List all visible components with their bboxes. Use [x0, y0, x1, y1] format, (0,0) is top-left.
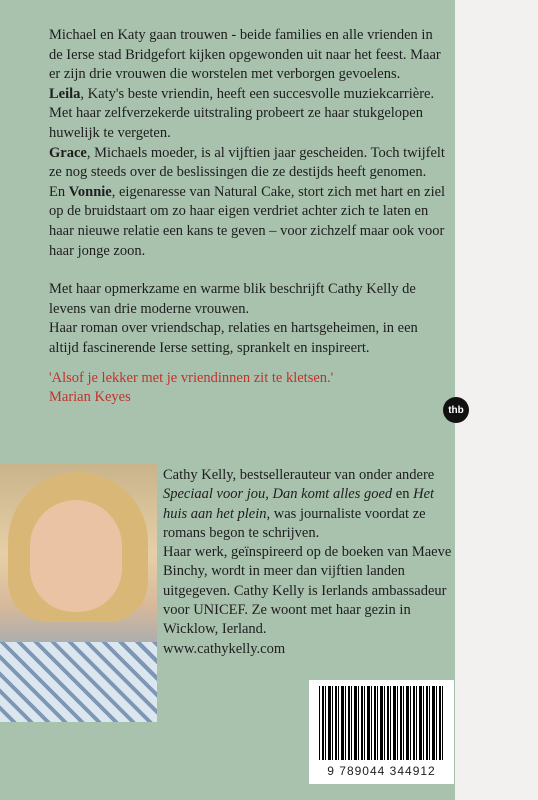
vonnie-prefix: En [49, 183, 69, 200]
review-quote: 'Alsof je lekker met je vriendinnen zit te kletsen.' [49, 369, 334, 386]
author-photo [0, 464, 157, 722]
book-title: Dan komt alles goed [272, 486, 393, 503]
grace-name: Grace [49, 144, 87, 161]
blurb-grace [49, 144, 449, 183]
isbn-number: 9 789044 344912 [327, 764, 436, 778]
vonnie-name: Vonnie [68, 183, 112, 200]
bio-books: Cathy Kelly, bestsellerauteur van onder andere Speciaal voor jou, Dan komt alles goed en Het huis aan het plein, was journaliste voordat ze romans begon te schrijven. [163, 467, 435, 541]
vonnie-text: , eigenaresse van Natural Cake, stort zich met hart en ziel op de bruidstaart om zo haar eigen verdriet achter zich te laten en haar nieuwe relatie een kans te geven – voor zichzelf maar ook voor haar jonge zoon. [49, 183, 446, 259]
blurb-leila [49, 85, 449, 144]
barcode-bars [319, 686, 444, 760]
bio-career: Haar werk, geïnspireerd op de boeken van Maeve Binchy, wordt in meer dan vijftien landen uitgegeven. Cathy Kelly is Ierlands ambassadeur voor UNICEF. Ze woont met haar gezin in Wicklow, Ierland. [163, 544, 452, 638]
blurb-para3: Haar roman over vriendschap, relaties en hartsgeheimen, in een altijd fascinerende Ierse setting, sprankelt en inspireert. [49, 320, 418, 356]
leila-text: , Katy's beste vriendin, heeft een succesvolle muziekcarrière. Met haar zelfverzekerde uitstraling probeert ze haar stukgelopen huwelijk te vergeten. [49, 85, 435, 141]
book-title: Het huis aan het plein [163, 486, 435, 522]
barcode [309, 680, 454, 784]
author-website: www.cathykelly.com [163, 640, 286, 657]
grace-text: , Michaels moeder, is al vijftien jaar gescheiden. Toch twijfelt ze nog steeds over de beslissingen die ze destijds heeft genomen. [49, 144, 445, 181]
publisher-spine [455, 0, 538, 800]
review-author: Marian Keyes [49, 389, 131, 406]
book-title: Speciaal voor jou [163, 486, 266, 503]
publisher-logo-icon: thb [443, 397, 469, 423]
leila-name: Leila [49, 85, 81, 102]
blurb-vonnie [49, 183, 449, 261]
author-bio [163, 466, 453, 659]
blurb-para2: Met haar opmerkzame en warme blik beschrijft Cathy Kelly de levens van drie moderne vrouwen. [49, 281, 416, 317]
blurb-intro: Michael en Katy gaan trouwen - beide families en alle vrienden in de Ierse stad Bridgefort kijken opgewonden uit naar het feest. Maar er zijn drie vrouwen die worstelen met verborgen gevoelens. [49, 27, 441, 83]
blurb [49, 26, 449, 408]
